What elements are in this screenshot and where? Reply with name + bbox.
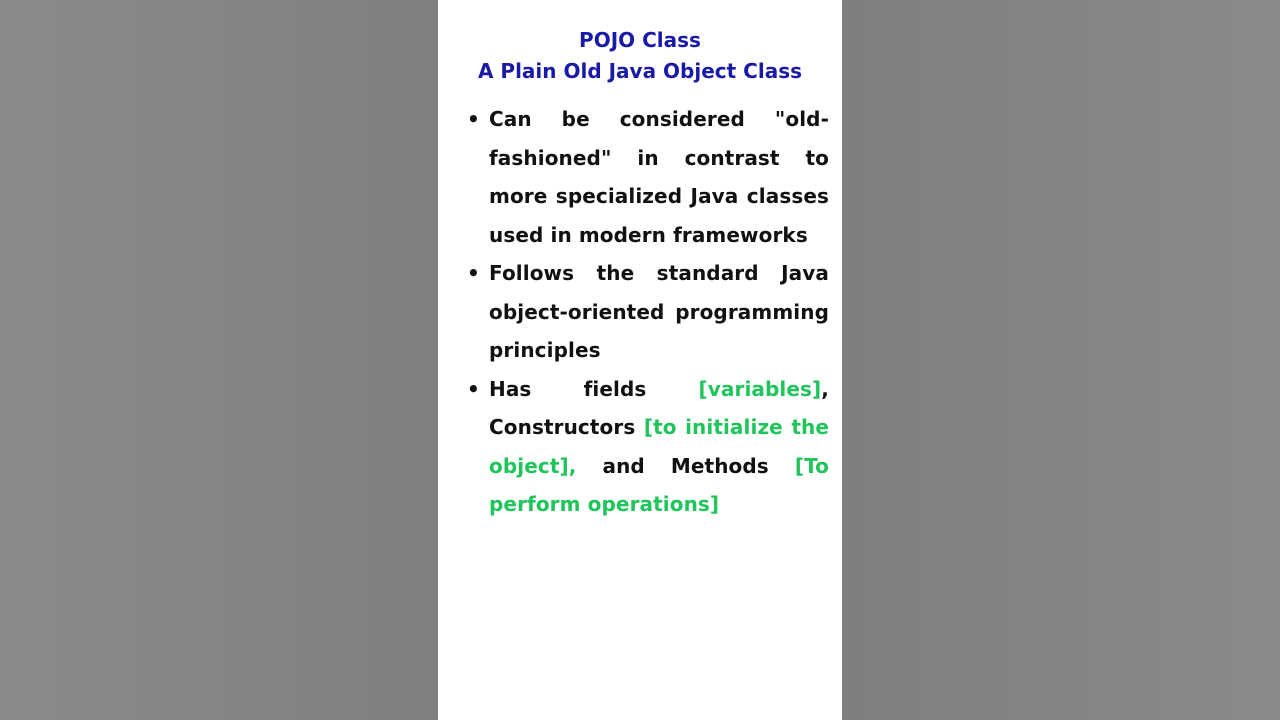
highlight-text: [To perform operations] xyxy=(489,453,829,516)
bullet-icon: • xyxy=(467,376,480,401)
bullet-icon: • xyxy=(467,107,480,131)
content-card xyxy=(438,0,842,720)
list-item xyxy=(463,100,829,254)
list-item-text: Follows the standard Java object-oriented programming principles xyxy=(489,261,829,362)
list-item xyxy=(463,370,829,524)
title-line-1: POJO Class xyxy=(579,28,701,52)
list-item-text-part: and Methods xyxy=(576,453,795,478)
highlight-text: [to initialize the object], xyxy=(489,415,829,478)
list-item-text: Can be considered "old-fashioned" in contrast to more specialized Java classes used in modern frameworks xyxy=(489,107,829,247)
list-item xyxy=(463,254,829,370)
bullet-list xyxy=(463,100,829,524)
left-blur-background xyxy=(0,0,438,720)
title-line-2: A Plain Old Java Object Class xyxy=(477,59,803,83)
list-item-text-part: Has fields xyxy=(489,376,699,401)
page-title xyxy=(438,25,842,87)
list-item-text-part: , Constructors xyxy=(489,376,829,439)
bullet-icon: • xyxy=(467,261,480,285)
right-blur-background xyxy=(842,0,1280,720)
highlight-text: [variables] xyxy=(698,376,822,401)
